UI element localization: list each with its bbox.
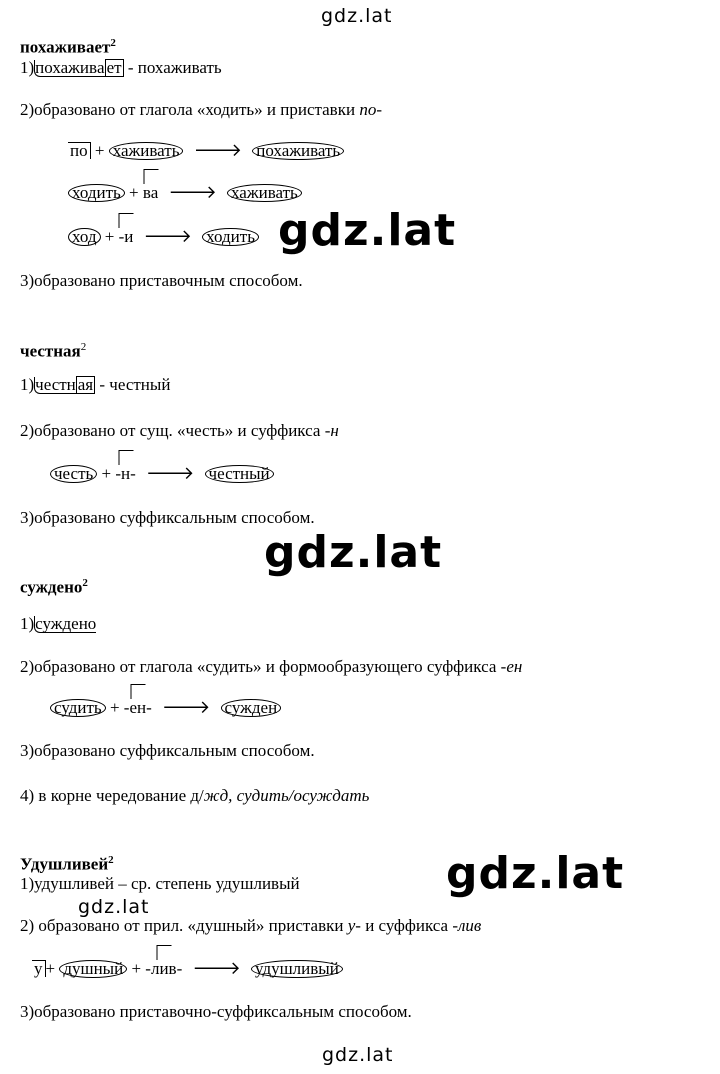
circled-root: ход (68, 228, 101, 246)
line-text: 2)образовано от глагола «судить» и формообразующего суффикса - (20, 657, 507, 676)
line-text: 2)образовано от глагола «ходить» и приставки (20, 100, 360, 119)
section-title-chestnaya (20, 337, 86, 362)
watermark-large-1: gdz.lat (278, 205, 457, 256)
s3-line3: 3)образовано суффиксальным способом. (20, 741, 315, 760)
plus-sign: + (94, 141, 105, 160)
line-text: 2)образовано от сущ. «честь» и суффикса - (20, 421, 331, 440)
title-text: суждено (20, 577, 83, 597)
line-italic: н (330, 421, 339, 440)
circled-result: честный (205, 465, 274, 483)
section-title-pokhazhivaet (20, 33, 116, 58)
plus-sign: + (131, 959, 142, 978)
watermark-bottom: gdz.lat (322, 1044, 394, 1066)
title-text: честная (20, 341, 81, 361)
circled-result: сужден (221, 699, 282, 717)
circled-stem: хаживать (109, 142, 184, 160)
circled-result: ходить (202, 228, 259, 246)
title-text: Удушливей (20, 854, 109, 874)
s2-line1 (20, 375, 170, 395)
circled-stem: ходить (68, 184, 125, 202)
line-text: 2) образовано от прил. «душный» приставки (20, 916, 348, 935)
s4-line1: 1)удушливей – ср. степень удушливый (20, 874, 300, 893)
line-number: 1) (20, 375, 35, 394)
arrow-right-icon: 🡒 (192, 958, 241, 979)
watermark-large-2: gdz.lat (264, 527, 443, 578)
arrow-right-icon: 🡒 (162, 697, 211, 718)
line-italic-suffix: лив (458, 916, 482, 935)
s1-line2 (20, 100, 382, 120)
word-ending: ая (77, 375, 94, 394)
s2-line2 (20, 421, 339, 441)
circled-result: похаживать (252, 142, 344, 160)
plus-sign: + (129, 183, 139, 202)
s3-line2 (20, 657, 522, 677)
word-ending: ет (106, 58, 122, 77)
title-sup: 2 (80, 341, 87, 353)
prefix: по (68, 142, 91, 159)
s1-line3: 3)образовано приставочным способом. (20, 271, 303, 290)
s1-line1 (20, 58, 222, 78)
line-number: 1) (20, 614, 35, 633)
prefix: у (32, 960, 46, 977)
line-alternation: д/ (190, 786, 204, 805)
title-sup: 2 (110, 37, 116, 49)
word-root: честн (35, 375, 76, 394)
s4-line2 (20, 916, 481, 936)
s3-line4 (20, 786, 369, 806)
circled-stem: душный (59, 960, 127, 978)
s2-line3: 3)образовано суффиксальным способом. (20, 508, 315, 527)
line-rest: - похаживать (127, 58, 222, 77)
watermark-top: gdz.lat (321, 5, 393, 27)
s3-row1 (50, 698, 281, 718)
plus-sign: + (45, 959, 56, 978)
plus-sign: + (109, 698, 120, 717)
circled-stem: честь (50, 465, 97, 483)
suffix: -и (118, 227, 134, 246)
plus-sign: + (104, 227, 115, 246)
watermark-large-3: gdz.lat (446, 848, 625, 899)
circled-result: хаживать (227, 184, 302, 202)
s3-line1 (20, 614, 96, 634)
s4-row1 (32, 959, 343, 979)
section-title-suzhdeno (20, 573, 88, 598)
suffix: -ен- (123, 698, 152, 717)
title-sup: 2 (82, 577, 88, 589)
section-title-udushlivey (20, 850, 114, 875)
line-italic: ен (506, 657, 523, 676)
suffix: -н- (115, 464, 136, 483)
s1-row1 (68, 141, 344, 161)
s4-line3: 3)образовано приставочно-суффиксальным способом. (20, 1002, 412, 1021)
s1-row2 (68, 183, 302, 203)
line-number: 1) (20, 58, 35, 77)
title-sup: 2 (108, 854, 114, 866)
line-italic-prefix: у- (347, 916, 361, 935)
circled-result: удушливый (251, 960, 343, 978)
word-root: похаживa (35, 58, 105, 77)
line-italic: жд, судить/осуждать (203, 786, 370, 805)
s2-row1 (50, 464, 274, 484)
arrow-right-icon: 🡒 (146, 463, 195, 484)
line-text-mid: и суффикса - (360, 916, 459, 935)
arrow-right-icon: 🡒 (193, 140, 242, 161)
line-text: 4) в корне чередование (20, 786, 191, 805)
s1-row3 (68, 227, 259, 247)
arrow-right-icon: 🡒 (143, 226, 192, 247)
arrow-right-icon: 🡒 (168, 182, 217, 203)
suffix: ва (142, 183, 159, 202)
circled-stem: судить (50, 699, 106, 717)
suffix: -лив- (145, 959, 183, 978)
word-stem: суждено (35, 614, 97, 633)
line-rest: - честный (99, 375, 171, 394)
line-italic: по- (359, 100, 382, 119)
title-text: похаживает (20, 37, 111, 57)
plus-sign: + (101, 464, 112, 483)
watermark-small: gdz.lat (78, 896, 150, 918)
